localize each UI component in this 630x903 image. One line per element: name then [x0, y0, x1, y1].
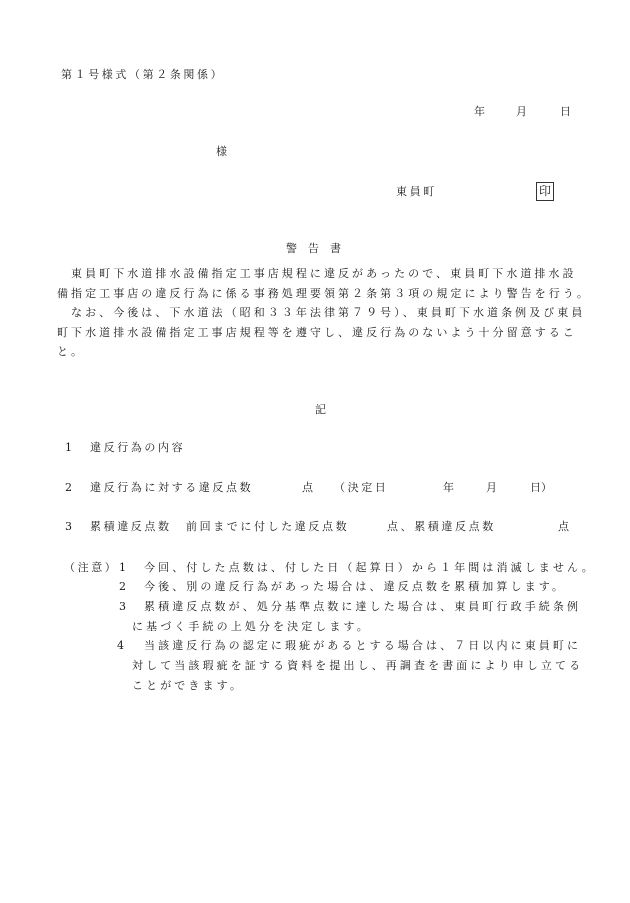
note-1-number: 1: [119, 561, 126, 574]
item-3-number: 3: [65, 520, 72, 533]
note-1-line1: 今回、付した点数は、付した日（起算日）から１年間は消滅しません。: [144, 561, 596, 574]
paragraph2-line2: 町下水道排水設備指定工事店規程等を遵守し、違反行為のないよう十分留意するこ: [57, 325, 577, 339]
item-2-year: 年: [443, 481, 454, 494]
item-2-month: 月: [486, 481, 497, 494]
item-2-decision-label: （決定日: [334, 481, 389, 494]
item-2-points-unit: 点: [302, 481, 313, 494]
item-3-prev-label: 前回までに付した違反点数: [186, 520, 350, 533]
note-4-line2: 対して当該瑕疵を証する資料を提出し、再調査を書面により申し立てる: [132, 659, 584, 672]
body-text: [57, 264, 591, 362]
note-3-line2: に基づく手続の上処分を決定します。: [132, 620, 371, 633]
item-3-prev-unit: 点、累積違反点数: [387, 520, 496, 533]
notes-label: （注意）: [64, 561, 119, 574]
paragraph1-line1: 東員町下水道排水設備指定工事店規程に違反があったので、東員町下水道排水設: [57, 267, 577, 280]
note-2-number: 2: [119, 580, 126, 593]
document-title: 警 告 書: [286, 242, 341, 255]
item-1-number: 1: [65, 441, 72, 454]
note-4-line3: ことができます。: [132, 679, 244, 692]
ki-heading: 記: [315, 403, 326, 416]
date-year-label: 年: [474, 105, 485, 118]
note-2-line1: 今後、別の違反行為があった場合は、違反点数を累積加算します。: [144, 580, 567, 593]
paragraph2-line1: なお、今後は、下水道法（昭和３３年法律第７９号）、東員町下水道条例及び東員: [57, 306, 586, 320]
note-4-number: 4: [117, 639, 124, 652]
note-4-line1: 当該違反行為の認定に瑕疵があるとする場合は、７日以内に東員町に: [144, 639, 582, 652]
item-1-text: 違反行為の内容: [90, 441, 186, 454]
form-header: 第１号様式（第２条関係）: [61, 68, 225, 81]
paragraph1-line2: 備指定工事店の違反行為に係る事務処理要領第２条第３項の規定により警告を行う。: [57, 286, 591, 300]
note-3-number: 3: [119, 600, 126, 613]
date-day-label: 日: [560, 105, 571, 118]
item-3-text: 累積違反点数: [90, 520, 172, 533]
paragraph2-line3: と。: [57, 345, 86, 359]
item-3-total-unit: 点: [558, 520, 569, 533]
item-2-day: 日）: [530, 481, 552, 494]
issuer-name: 東員町: [396, 185, 437, 198]
item-2-number: 2: [65, 481, 72, 494]
note-3-line1: 累積違反点数が、処分基準点数に達した場合は、東員町行政手続条例: [144, 600, 582, 613]
addressee-suffix: 様: [216, 145, 227, 158]
item-2-text: 違反行為に対する違反点数: [90, 481, 254, 494]
date-month-label: 月: [516, 105, 527, 118]
seal-box: 印: [536, 182, 554, 201]
